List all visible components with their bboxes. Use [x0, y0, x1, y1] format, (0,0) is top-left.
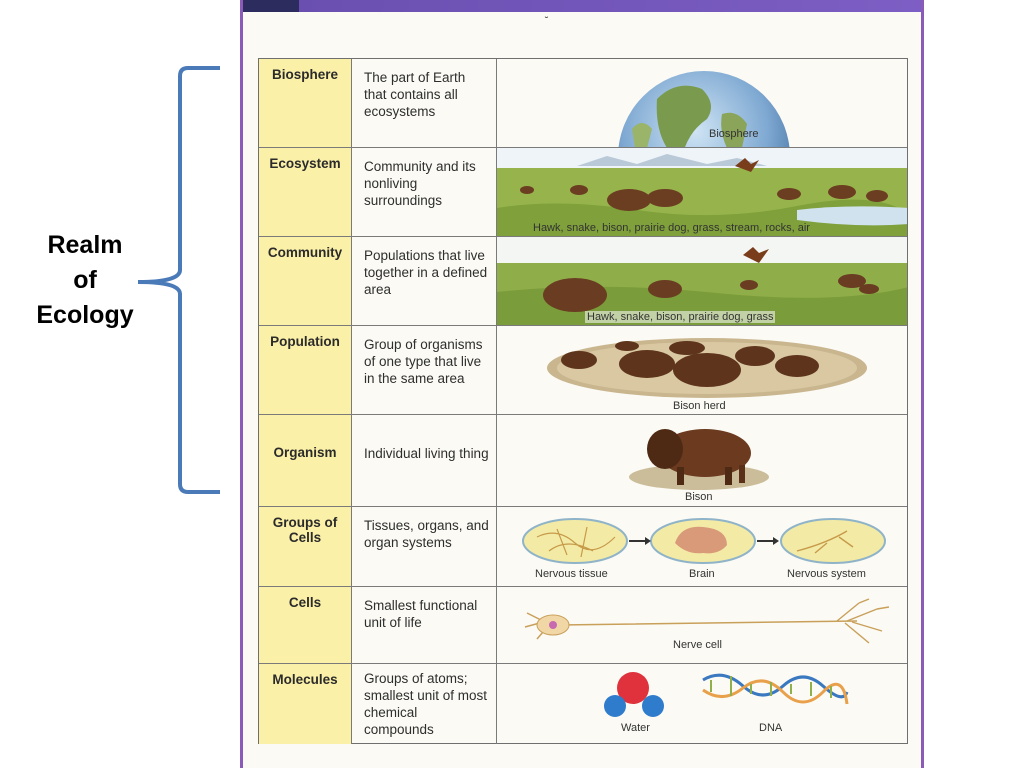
- realm-of-ecology-label: [22, 228, 148, 333]
- groups-of-cells-illustration: [497, 507, 907, 586]
- ecosystem-illustration: [497, 148, 907, 236]
- dna-caption: DNA: [759, 722, 783, 734]
- nerve-cell-image: [497, 587, 907, 663]
- level-description: Smallest functional unit of life: [352, 587, 497, 663]
- page-banner: [243, 0, 921, 12]
- level-label: Ecosystem: [259, 148, 352, 236]
- nervous-tissue-caption: Nervous tissue: [535, 568, 608, 580]
- table-row-population: [259, 326, 907, 415]
- table-row-ecosystem: [259, 148, 907, 237]
- table-row-organism: [259, 415, 907, 507]
- page-tick-mark: ˘: [545, 16, 549, 27]
- population-illustration: [497, 326, 907, 414]
- level-label: Groups of Cells: [259, 507, 352, 586]
- realm-line-2: of: [73, 266, 97, 294]
- population-caption: Bison herd: [673, 400, 726, 412]
- level-description: Group of organisms of one type that live in the same area: [352, 326, 497, 414]
- level-label: Organism: [259, 415, 352, 506]
- organism-illustration: [497, 415, 907, 506]
- community-illustration: [497, 237, 907, 325]
- brain-caption: Brain: [689, 568, 715, 580]
- community-caption: Hawk, snake, bison, prairie dog, grass: [587, 311, 774, 323]
- level-label: Community: [259, 237, 352, 325]
- table-row-community: [259, 237, 907, 326]
- level-label: Biosphere: [259, 59, 352, 147]
- level-label: Population: [259, 326, 352, 414]
- realm-line-3: Ecology: [36, 301, 134, 329]
- water-caption: Water: [621, 722, 650, 734]
- nervous-system-caption: Nervous system: [787, 568, 866, 580]
- table-row-molecules: [259, 664, 907, 744]
- biosphere-caption: Biosphere: [709, 128, 759, 140]
- realm-line-1: Realm: [47, 231, 123, 259]
- level-label: Molecules: [259, 664, 352, 744]
- level-description: Community and its nonliving surroundings: [352, 148, 497, 236]
- earth-globe-image: [497, 59, 907, 147]
- level-description: Groups of atoms; smallest unit of most chemical compounds: [352, 664, 497, 744]
- banner-number-block: [243, 0, 299, 12]
- textbook-page: [240, 0, 924, 768]
- level-description: The part of Earth that contains all ecosystems: [352, 59, 497, 147]
- table-row-groups-of-cells: [259, 507, 907, 587]
- cells-illustration: [497, 587, 907, 663]
- table-row-cells: [259, 587, 907, 664]
- level-description: Individual living thing: [352, 415, 497, 506]
- biosphere-illustration: [497, 59, 907, 147]
- ecosystem-caption: Hawk, snake, bison, prairie dog, grass, stream, rocks, air: [533, 222, 810, 234]
- nerve-cell-caption: Nerve cell: [673, 639, 722, 651]
- level-description: Populations that live together in a defined area: [352, 237, 497, 325]
- table-row-biosphere: [259, 59, 907, 148]
- organism-caption: Bison: [685, 491, 713, 503]
- level-label: Cells: [259, 587, 352, 663]
- water-and-dna-image: [497, 664, 907, 744]
- molecules-illustration: [497, 664, 907, 744]
- level-description: Tissues, organs, and organ systems: [352, 507, 497, 586]
- levels-of-organization-table: [258, 58, 908, 744]
